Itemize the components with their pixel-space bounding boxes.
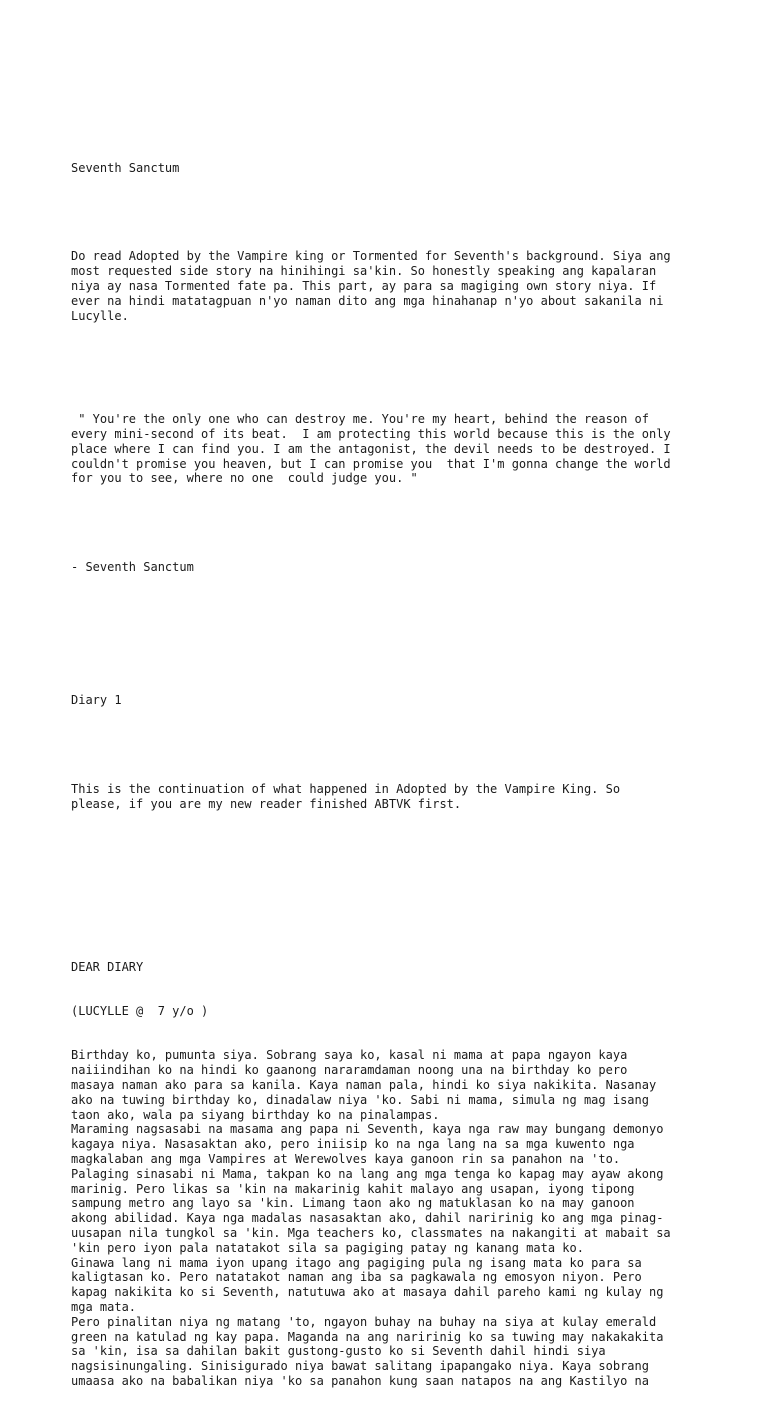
- spacer: [71, 605, 731, 664]
- spacer: [71, 738, 731, 753]
- document-page: [71, 131, 731, 1404]
- diary-note: This is the continuation of what happened in Adopted by the Vampire King. So please, if you are my new reader finished ABTVK first.: [71, 782, 621, 811]
- diary-title: Diary 1: [71, 693, 122, 708]
- diary-subtitle: (LUCYLLE @ 7 y/o ): [71, 1004, 209, 1019]
- story-heading: Seventh Sanctum: [71, 160, 180, 175]
- quote-signature: - Seventh Sanctum: [71, 560, 194, 575]
- dear-diary-heading: DEAR DIARY: [71, 959, 144, 974]
- quote-paragraph: " You're the only one who can destroy me. You're my heart, behind the reason of every mini-second of its beat. I am protecting this world because this is the only place where I can find you. I am the antagonist, the devil needs to be destroyed. I couldn't promise you heaven, but I can promise you that I'm gonna change the world for you to see, where no one could judge you. ": [71, 412, 671, 486]
- diary-body: Birthday ko, pumunta siya. Sobrang saya ko, kasal ni mama at papa ngayon kaya naiiindihan ko na hindi ko gaanong nararamdaman noong una na birthday ko pero masaya naman ako para sa kanila. Kaya naman pala, hindi ko siya nakikita. Nasanay ako na tuwing birthday ko, dinadalaw niya 'ko. Sabi ni mama, simula ng mag isang taon ako, wala pa siyang birthday ko na pinalampas. Maraming nagsasabi na masama ang papa ni Seventh, kaya nga raw may bungang demonyo kagaya niya. Nasasaktan ako, pero iniisip ko na nga lang na sa mga kuwento nga magkalaban ang mga Vampires at Werewolves kaya ganoon rin sa panahon na 'to. Palaging sinasabi ni Mama, takpan ko na lang ang mga tenga ko kapag may ayaw akong marinig. Pero likas sa 'kin na makarinig kahit malayo ang usapan, iyong tipong sampung metro ang layo sa 'kin. Limang taon ako ng matuklasan ko na may ganoon akong abilidad. Kaya nga madalas nasasaktan ako, dahil naririnig ko ang mga pinag- uusapan nila tungkol sa 'kin. Mga teachers ko, classmates na nakangiti at mabait sa 'kin pero iyon pala natatakot sila sa pagiging patay ng kanang mata ko. Ginawa lang ni mama iyon upang itago ang pagiging pula ng isang mata ko para sa kaligtasan ko. Pero natatakot naman ang iba sa pagkawala ng emosyon niyon. Pero kapag nakikita ko si Seventh, natutuwa ako at masaya dahil pareho kami ng kulay ng mga mata. Pero pinalitan niya ng matang 'to, ngayon buhay na buhay na siya at kulay emerald green na katulad ng kay papa. Maganda na ang naririnig ko sa tuwing may nakakakita sa 'kin, isa sa dahilan bakit gustong-gusto ko si Seventh dahil hindi siya nagsisinungaling. Sinisigurado niya bawat salitang ipapangako niya. Kaya sobrang umaasa ako na babalikan niya 'ko sa panahon kung saan natapos na ang Kastilyo na: [71, 1048, 671, 1388]
- spacer: [71, 516, 731, 531]
- intro-paragraph: Do read Adopted by the Vampire king or Tormented for Seventh's background. Siya ang most requested side story na hinihingi sa'kin. So honestly speaking ang kapalaran niya ay nasa Tormented fate pa. This part, ay para sa magiging own story niya. If ever na hindi matatagpuan n'yo naman dito ang mga hinahanap n'yo about sakanila ni Lucylle.: [71, 249, 671, 323]
- spacer: [71, 353, 731, 383]
- spacer: [71, 205, 731, 220]
- spacer: [71, 841, 731, 930]
